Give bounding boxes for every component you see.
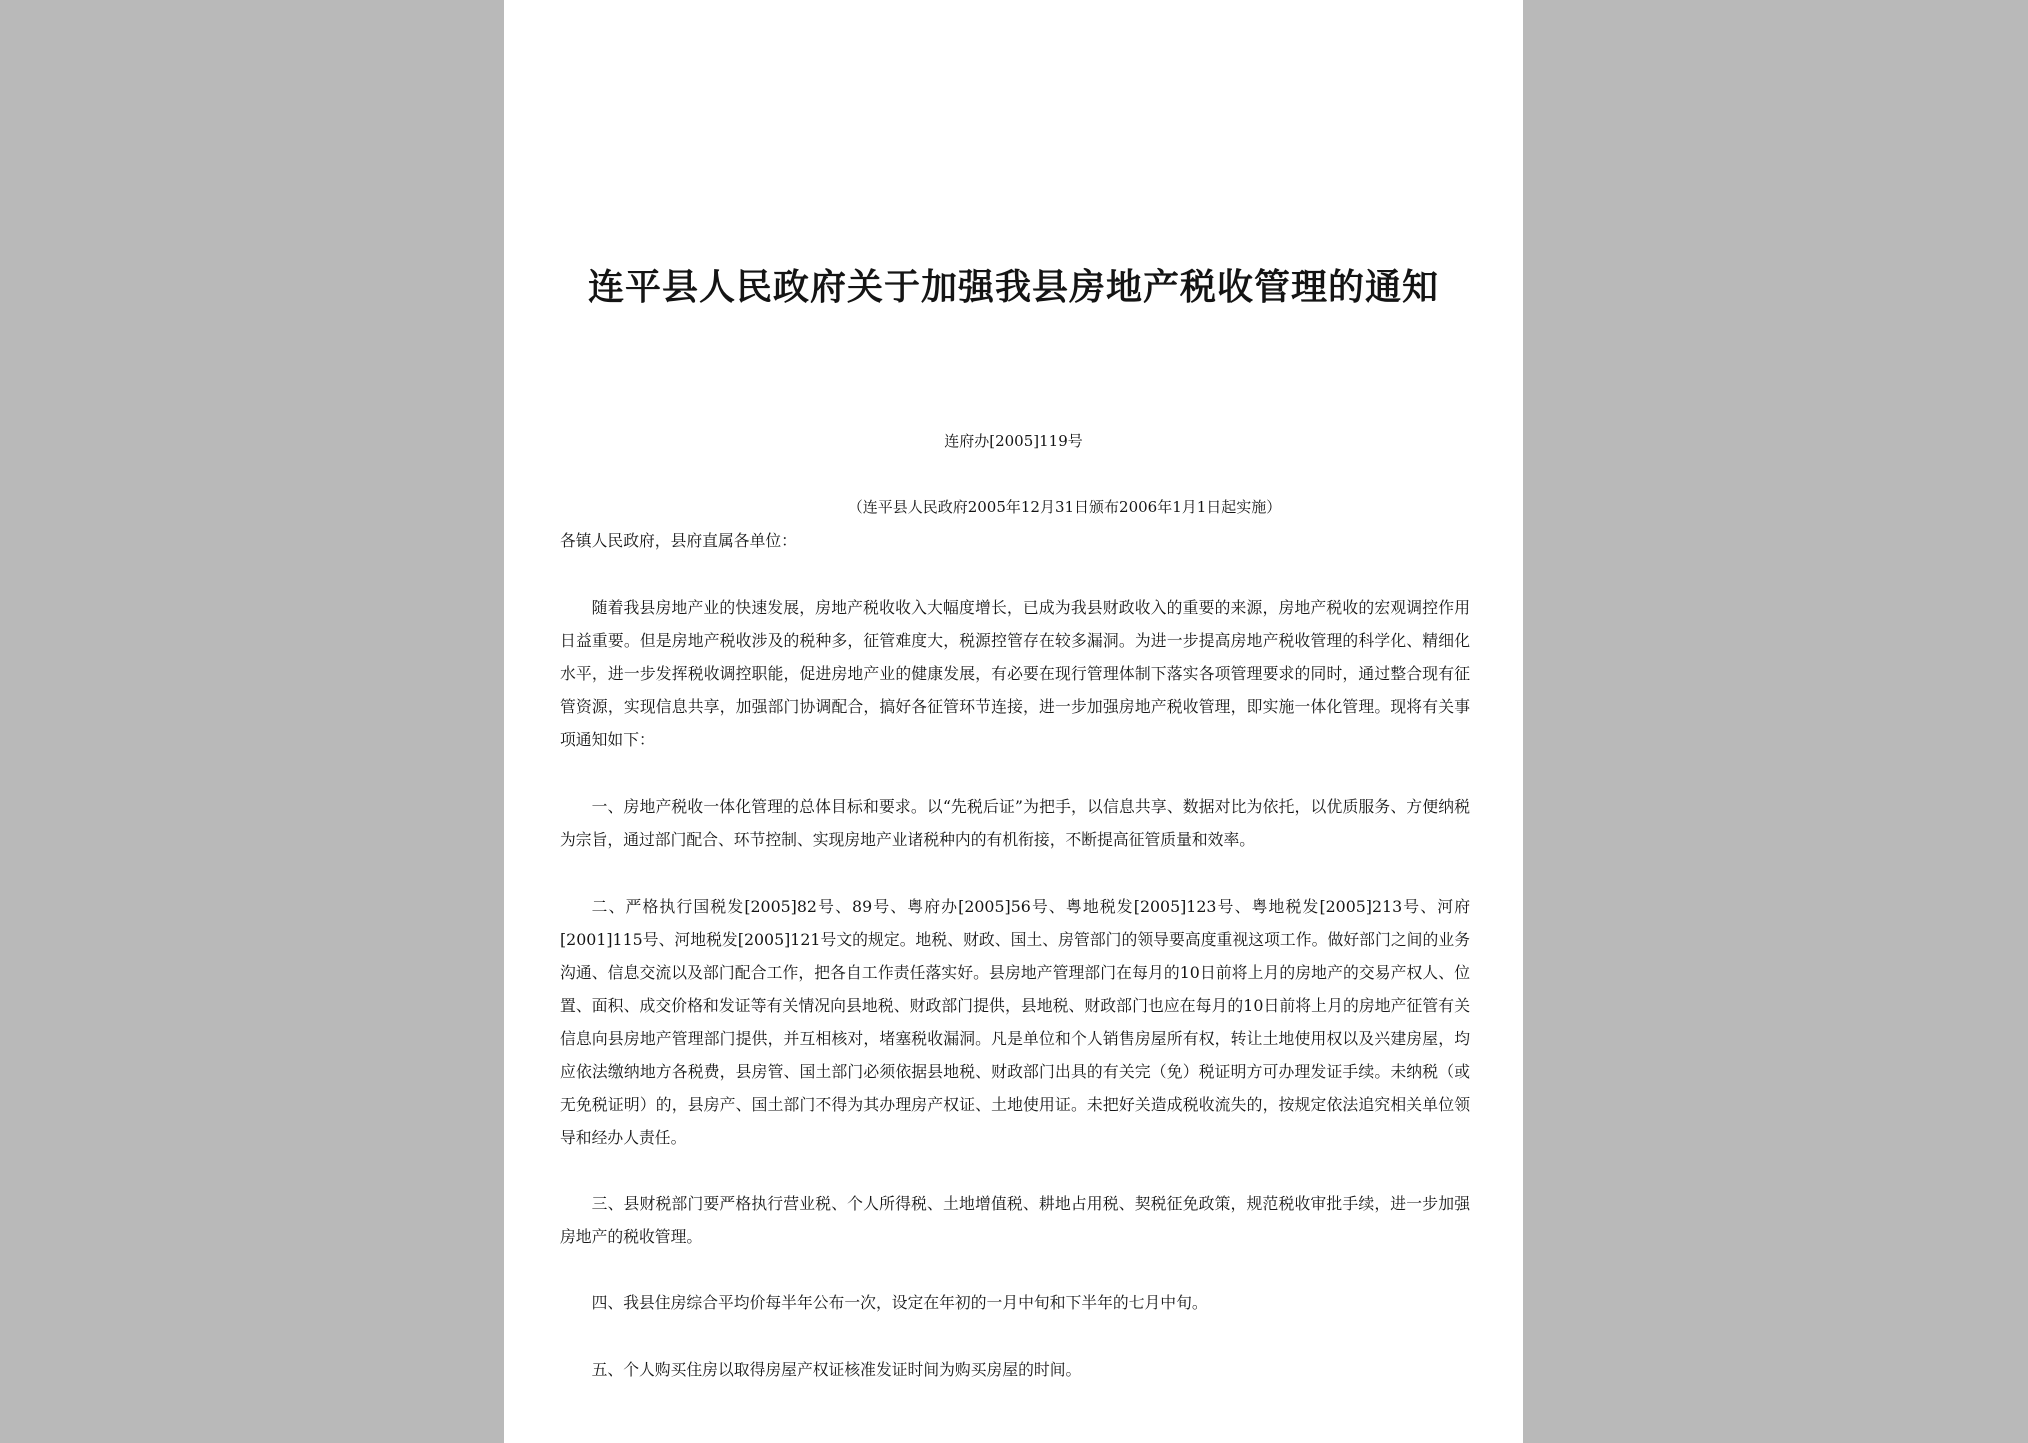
paragraph-item-1: 一、房地产税收一体化管理的总体目标和要求。以“先税后证”为把手，以信息共享、数据对比为依托，以优质服务、方便纳税为宗旨，通过部门配合、环节控制、实现房地产业诸税种内的有机衔接，不断提高征管质量和效率。	[560, 797, 1470, 849]
paragraph-intro: 随着我县房地产业的快速发展，房地产税收收入大幅度增长，已成为我县财政收入的重要的来源，房地产税收的宏观调控作用日益重要。但是房地产税收涉及的税种多，征管难度大，税源控管存在较多漏洞。为进一步提高房地产税收管理的科学化、精细化水平，进一步发挥税收调控职能，促进房地产业的健康发展，有必要在现行管理体制下落实各项管理要求的同时，通过整合现有征管资源，实现信息共享，加强部门协调配合，搞好各征管环节连接，进一步加强房地产税收管理，即实施一体化管理。现将有关事项通知如下：	[560, 598, 1470, 749]
paragraph-item-2: 二、严格执行国税发[2005]82号、89号、粤府办[2005]56号、粤地税发[2005]123号、粤地税发[2005]213号、河府[2001]115号、河地税发[2005]121号文的规定。地税、财政、国土、房管部门的领导要高度重视这项工作。做好部门之间的业务沟通、信息交流以及部门配合工作，把各自工作责任落实好。县房地产管理部门在每月的10日前将上月的房地产的交易产权人、位置、面积、成交价格和发证等有关情况向县地税、财政部门提供，县地税、财政部门也应在每月的10日前将上月的房地产征管有关信息向县房地产管理部门提供，并互相核对，堵塞税收漏洞。凡是单位和个人销售房屋所有权，转让土地使用权以及兴建房屋，均应依法缴纳地方各税费，县房管、国土部门必须依据县地税、财政部门出具的有关完（免）税证明方可办理发证手续。未纳税（或无免税证明）的，县房产、国土部门不得为其办理房产权证、土地使用证。未把好关造成税收流失的，按规定依法追究相关单位领导和经办人责任。	[560, 897, 1470, 1147]
document-page	[504, 0, 1523, 1443]
document-body	[560, 524, 1470, 1386]
paragraph-item-4: 四、我县住房综合平均价每半年公布一次，设定在年初的一月中旬和下半年的七月中旬。	[591, 1293, 1208, 1312]
issue-date-note: （连平县人民政府2005年12月31日颁布2006年1月1日起实施）	[847, 498, 1282, 516]
paragraph-item-5: 五、个人购买住房以取得房屋产权证核准发证时间为购买房屋的时间。	[591, 1360, 1082, 1379]
document-number: 连府办[2005]119号	[944, 432, 1083, 450]
paragraph-item-3: 三、县财税部门要严格执行营业税、个人所得税、土地增值税、耕地占用税、契税征免政策，规范税收审批手续，进一步加强房地产的税收管理。	[560, 1194, 1470, 1246]
document-title: 连平县人民政府关于加强我县房地产税收管理的通知	[587, 266, 1439, 308]
addressee-line: 各镇人民政府，县府直属各单位：	[560, 531, 797, 550]
